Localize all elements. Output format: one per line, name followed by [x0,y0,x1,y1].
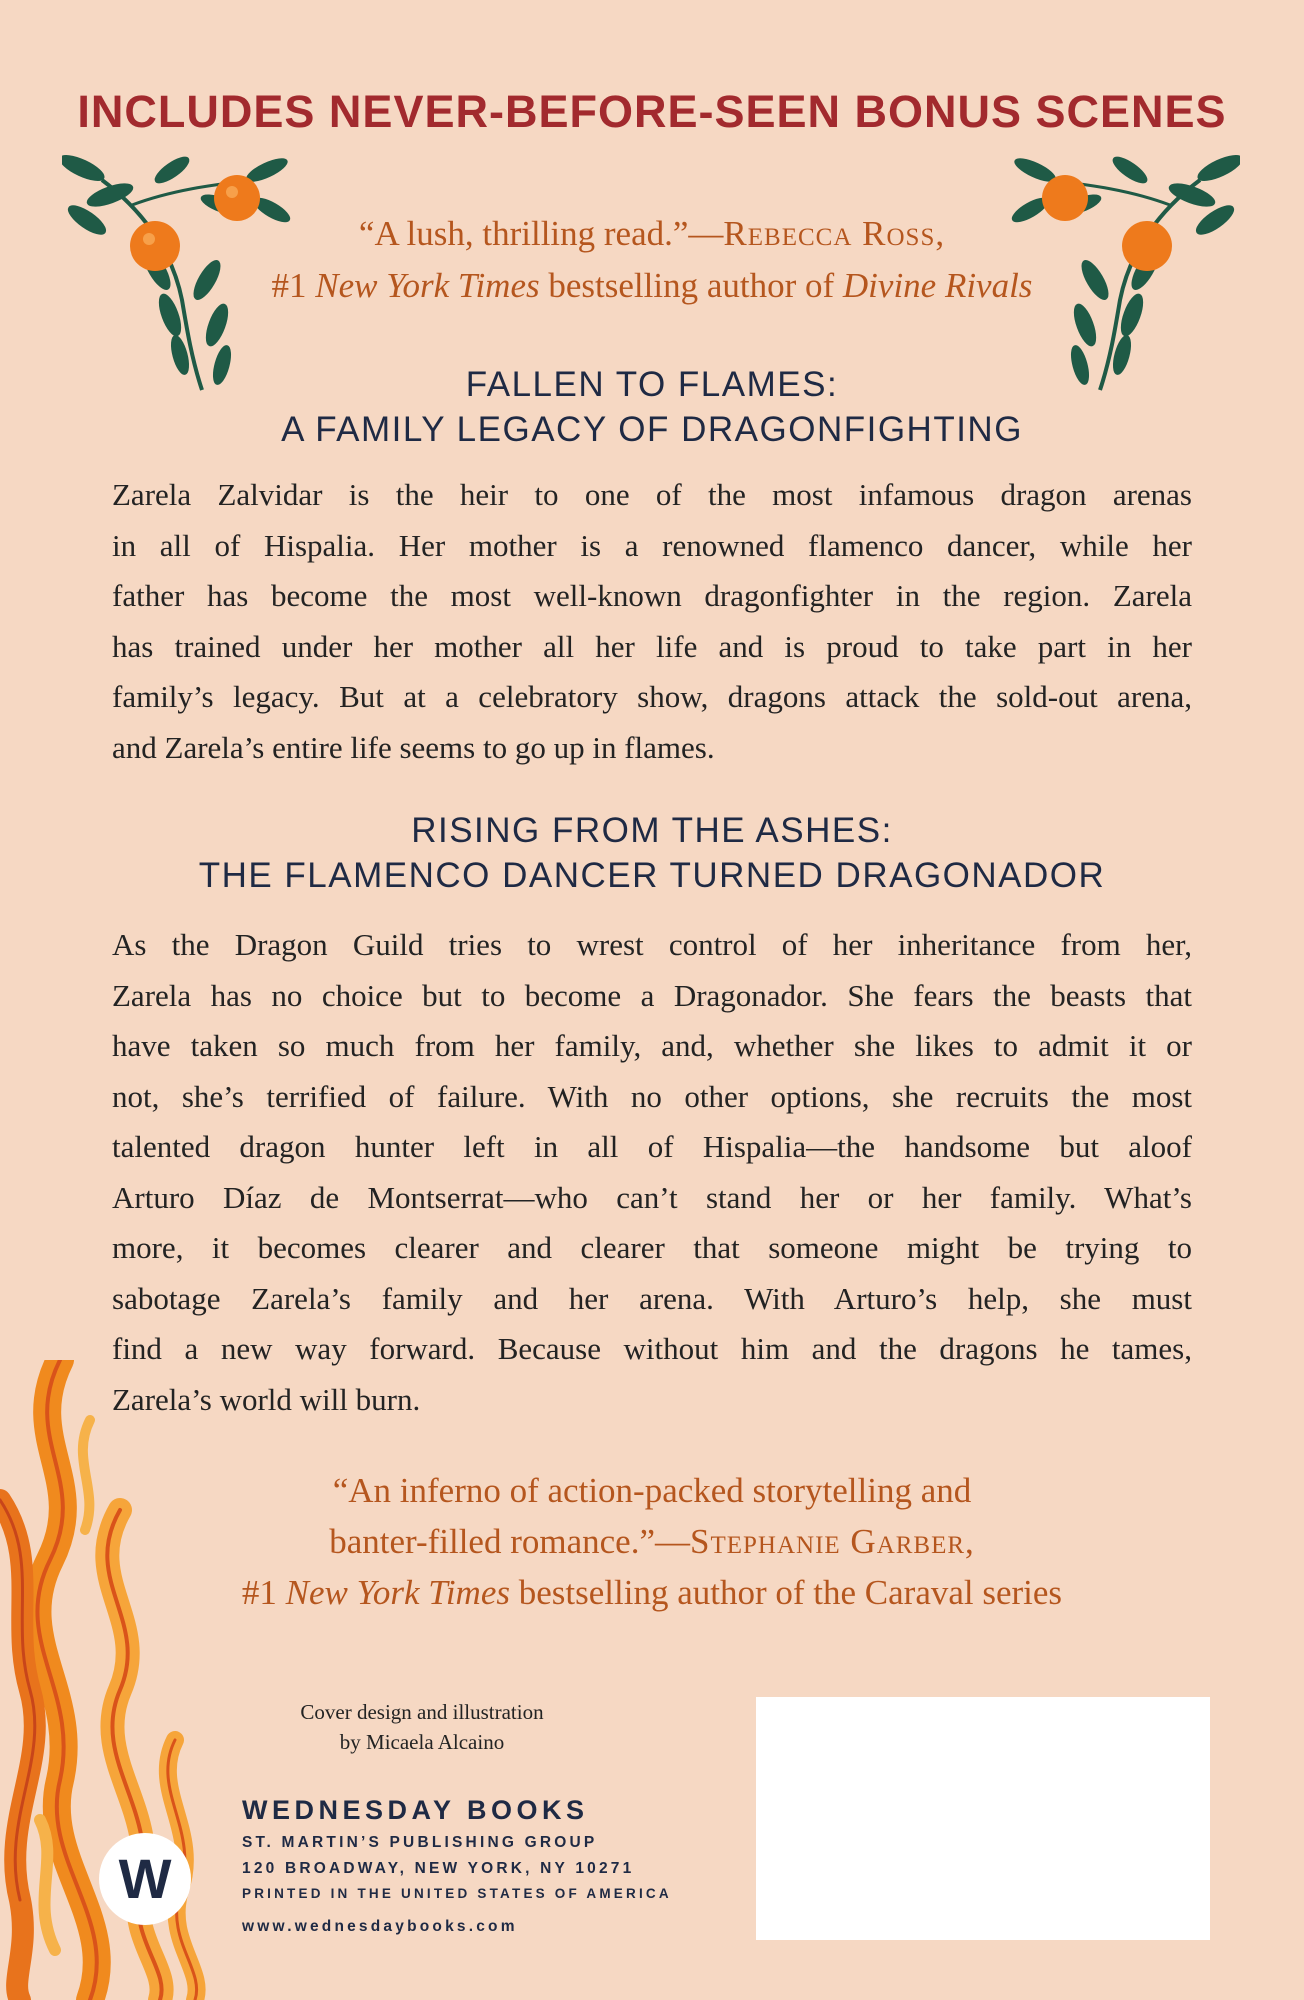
quote1-line2: #1 New York Times bestselling author of Divine Rivals [271,266,1033,305]
barcode-area [756,1697,1210,1940]
quote1-line1: “A lush, thrilling read.”—Rebecca Ross, [358,214,946,253]
rebecca-ross-quote [180,208,1124,312]
publisher-name: WEDNESDAY BOOKS [242,1795,589,1825]
section2-heading: RISING FROM THE ASHES: THE FLAMENCO DANCER TURNED DRAGONADOR [198,811,1106,895]
publisher-group: ST. MARTIN’S PUBLISHING GROUP [242,1834,598,1851]
wednesday-books-logo-icon [98,1832,192,1926]
cover-credits: Cover design and illustration by Micaela Alcaino [300,1700,544,1754]
quote1-book-title: Divine Rivals [842,266,1033,305]
svg-text:W: W [118,1847,172,1910]
section1-paragraph: Zarela Zalvidar is the heir to one of the most infamous dragon arenas in all of Hispalia. Her mother is a renowned flamenco dancer, while her father has become the most well-known dragonfighter in the region. Zarela has trained under her mother all her life and is proud to take part in her family’s legacy. But at a celebratory show, dragons attack the sold-out arena, and Zarela’s entire life seems to go up in flames. [112,477,1192,765]
section2-paragraph: As the Dragon Guild tries to wrest control of her inheritance from her, Zarela has no choice but to become a Dragonador. She fears the beasts that have taken so much from her family, and, whether she likes to admit it or not, she’s terrified of failure. With no other options, she recruits the most talented dragon hunter left in all of Hispalia—the handsome but aloof Arturo Díaz de Montserrat—who can’t stand her or her family. What’s more, it becomes clearer and clearer that someone might be trying to sabotage Zarela’s family and her arena. With Arturo’s help, she must find a new way forward. Because without him and the dragons he tames, Zarela’s world will burn. [112,927,1192,1417]
section1-heading: FALLEN TO FLAMES: A FAMILY LEGACY OF DRAGONFIGHTING [281,365,1023,449]
printed-in: PRINTED IN THE UNITED STATES OF AMERICA [242,1886,672,1901]
publisher-website: www.wednesdaybooks.com [242,1918,518,1935]
quote1-author: Rebecca Ross, [723,214,946,253]
stephanie-garber-quote: “An inferno of action-packed storytelling and banter-filled romance.”—Stephanie Garber, #1 New York Times bestselling author of the Caraval series [241,1471,1063,1612]
bonus-scenes-banner: INCLUDES NEVER-BEFORE-SEEN BONUS SCENES [77,86,1227,137]
publisher-address: 120 BROADWAY, NEW YORK, NY 10271 [242,1860,635,1877]
quote2-author: Stephanie Garber, [690,1522,975,1561]
